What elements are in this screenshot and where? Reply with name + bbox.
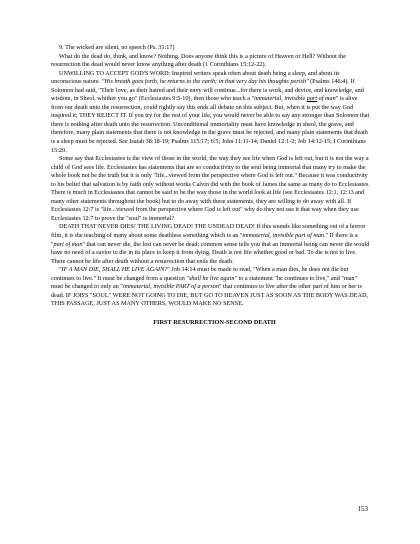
- paragraph-ecclesiastes-view: Some say that Ecclesiastes is the view of those in the world, the way they see life when God is left out, but it is not the way a child of God sees life. Ecclesiastes has statements that are so conductivity to the soul being immortal that many try to make the whole book not be the truth but it is only "life...viewed from the perspective where God is left out." Because it was conductivity to his belief that salvation is by faith only without works Calvin did with the book of James the same as many do to Ecclesiastes. There is much in Ecclesiastes that cannot be said to be the way those in the world look at life (see Ecclesiastes 12:1, 12:13 and many other statements throughout the book) but to do away with these statements, they are willing to do away with all. If Ecclesiastes 12:7 is "life...viewed from the perspective where God is left out" why do they not use it that way when they use Ecclesiastes 12:7 to prove the "soul" is immortal?: [51, 155, 370, 222]
- paragraph-death-that-never-dies: DEATH THAT NEVER DIES! THE LIVING DEAD! THE UNDEAD DEAD! If this sounds like something out of a horror film, it is the teaching of many about some deathless something which is an "immaterial, invisible part of man." If there is a "part of man" that can never die, the lost can never be dead; common sense tells you that an immortal being can never die would have no need of a savior to die in its place to keep it from dying. Death is not life whether good or bad. To die is not to live. There cannot be life after death without a resurrection that ends the death.: [51, 223, 370, 265]
- page-number: 153: [357, 505, 368, 513]
- numbered-point-9: 9. The wicked are silent, no speech (Ps. 31:17): [59, 44, 175, 51]
- paragraph-if-a-man-die: "IF A MAN DIE, SHALL HE LIVE AGAIN?" Job 14:14 must be made to read, "When a man dies, he does not die but continues to live." It must be changed from a question "shall he live again" to a statement "he continues to live," and "man" must be changed to only an "immaterial, invisible PART of a person" that continues to live after the other part of him or her is dead. IF JOB'S "SOUL" WERE NOT GOING TO DIE, BUT GO TO HEAVEN JUST AS SOON AS THE BODY WAS DEAD, THIS PASSAGE, JUST AS MANY OTHERS, WOULD MAKE NO SENSE.: [51, 266, 368, 308]
- paragraph-what-do-the-dead-do: What do the dead do, think, and know? Nothing. Does anyone think this is a picture of Heaven or Hell? Without the resurrection the dead would never know anything after death (1 Corinthians 15:12-22).: [51, 52, 346, 69]
- paragraph-unwilling-to-accept: UNWILLING TO ACCEPT GOD'S WORD: Inspired writers speak often about death being a sleep, and about its unconscious nature. "His breath goes forth, he returns to the earth; in that very day his thoughts perish" (Psalms 146:4). If Solomon had said, "Their love, as their hatred and their envy will continue...for there is work, and device, and knowledge, and wisdom, in Sheol, whither you go" (Ecclesiastes 9:5-10), then those who teach a "immaterial, invisible part of man" is alive from our death unto the resurrection, could rightly say this ends all debate on this subject. But, when it is put the way God inspired it; THEY REJECT IT. If you try for the rest of your life, you would never be able to say any stronger than Solomon that there is nothing after death unto the resurrection. Unconditional immortality must have knowledge in sheol, the grave, and therefore, many plain statements that there is not knowledge in the grave must be rejected, and many plain statements that death is a sleep must be rejected. See Isaiah 38:18-19; Psalms 115:17; 6:5; John 11:11-14; Daniel 12:1-2; Job 14:12-15; I Corinthians 15:20.: [51, 69, 370, 154]
- section-heading: FIRST RESURRECTION-SECOND DEATH: [153, 318, 276, 326]
